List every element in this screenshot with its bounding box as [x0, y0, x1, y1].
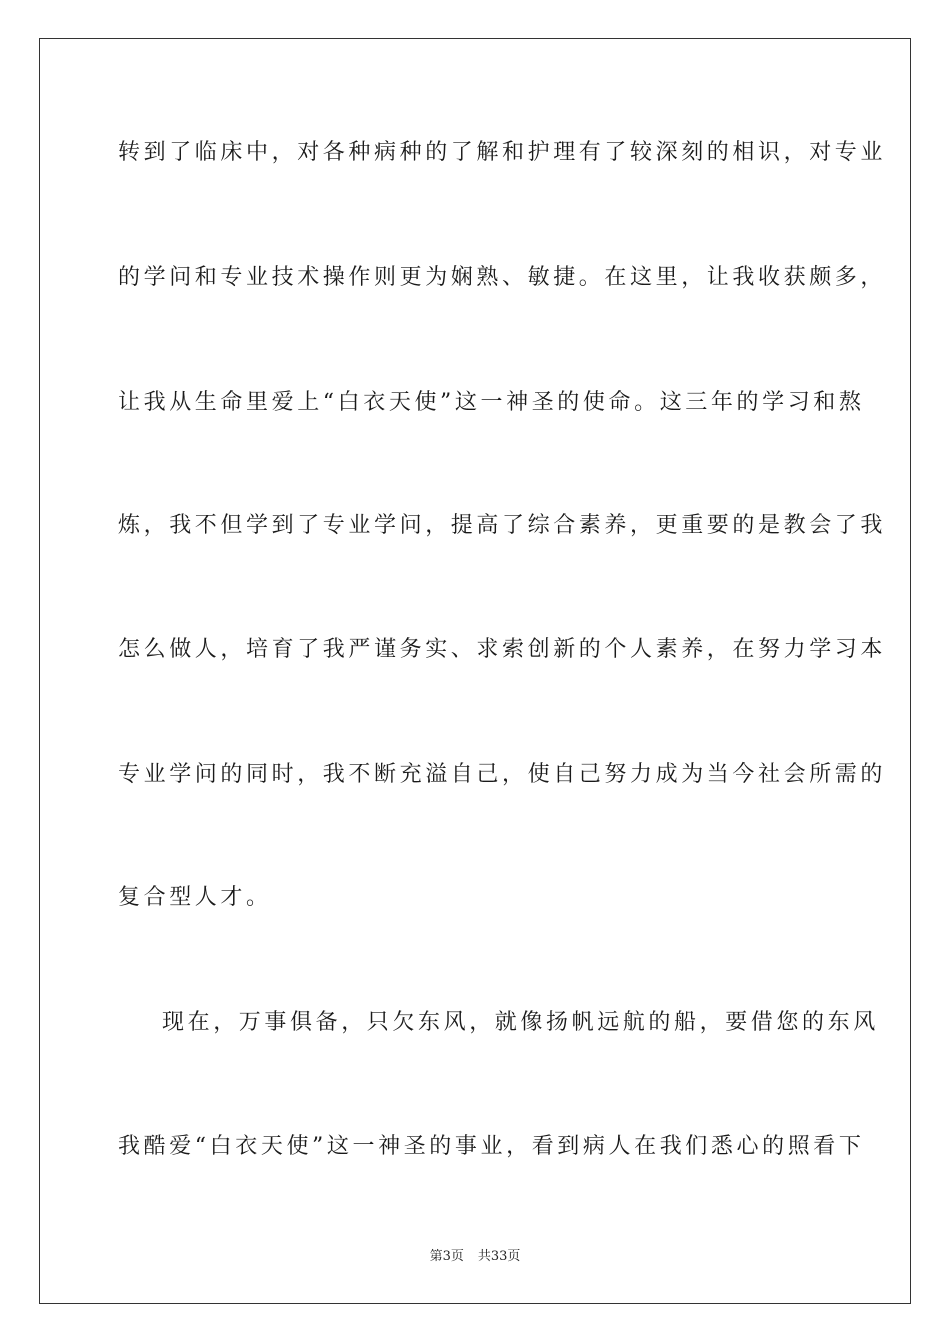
body-text-line-4: 炼，我不但学到了专业学问，提高了综合素养，更重要的是教会了我 [118, 513, 887, 538]
body-text-line-9: 我酷爱“白衣天使”这一神圣的事业，看到病人在我们悉心的照看下 [118, 1134, 865, 1159]
body-text-line-1: 转到了临床中，对各种病种的了解和护理有了较深刻的相识，对专业 [118, 140, 887, 165]
page-footer [0, 1248, 950, 1266]
body-text-line-2: 的学问和专业技术操作则更为娴熟、敏捷。在这里，让我收获颇多， [118, 265, 887, 290]
current-page-label: 第3页 [429, 1249, 464, 1264]
body-text-line-8: 现在，万事俱备，只欠东风，就像扬帆远航的船，要借您的东风 [162, 1010, 879, 1035]
page-border [39, 38, 911, 1304]
body-text-line-5: 怎么做人，培育了我严谨务实、求索创新的个人素养，在努力学习本 [118, 637, 887, 662]
total-pages-label: 共33页 [477, 1249, 521, 1264]
body-text-line-7: 复合型人才。 [118, 885, 272, 910]
body-text-line-6: 专业学问的同时，我不断充溢自己，使自己努力成为当今社会所需的 [118, 762, 887, 787]
body-text-line-3: 让我从生命里爱上“白衣天使”这一神圣的使命。这三年的学习和熬 [118, 390, 865, 415]
